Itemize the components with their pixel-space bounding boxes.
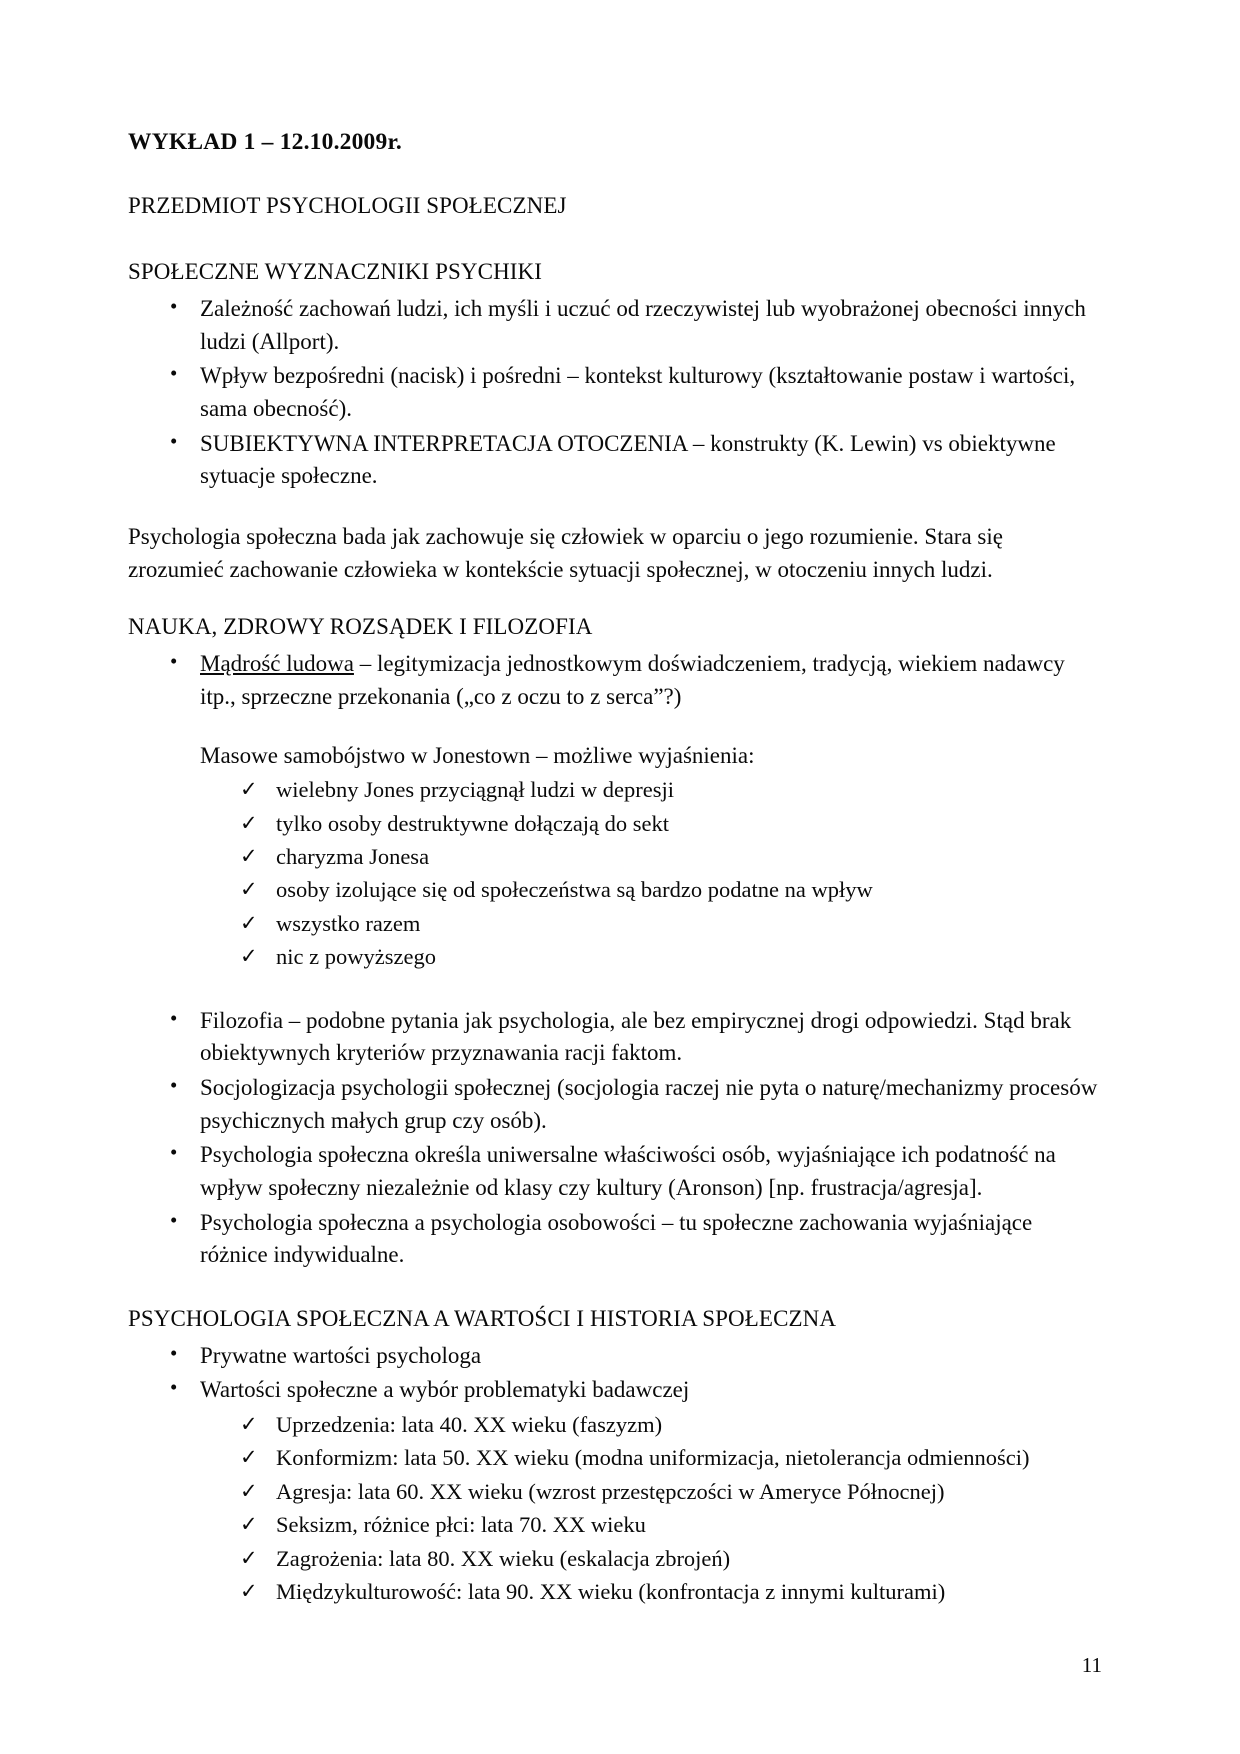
section-heading-nauka: NAUKA, ZDROWY ROZSĄDEK I FILOZOFIA xyxy=(128,614,593,640)
jonestown-intro: Masowe samobójstwo w Jonestown – możliwe wyjaśnienia: xyxy=(200,742,755,768)
bullet-list-wartosci xyxy=(128,1340,1102,1407)
list-item: ✓ osoby izolujące się od społeczeństwa są bardzo podatne na wpływ xyxy=(128,874,1102,906)
paragraph-psychologia: Psychologia społeczna bada jak zachowuje się człowiek w oparciu o jego rozumienie. Stara się zrozumieć zachowanie człowieka w kontekście sytuacji społecznej, w otoczeniu innych ludzi. xyxy=(128,524,1003,582)
page-number: 11 xyxy=(1081,1653,1102,1677)
list-item: • Prywatne wartości psychologa xyxy=(128,1340,1102,1373)
list-item: ✓ wielebny Jones przyciągnął ludzi w depresji xyxy=(128,774,1102,806)
list-item: ✓ Konformizm: lata 50. XX wieku (modna uniformizacja, nietolerancja odmienności) xyxy=(128,1442,1102,1474)
spacer xyxy=(128,227,1102,257)
list-item: • SUBIEKTYWNA INTERPRETACJA OTOCZENIA – konstrukty (K. Lewin) vs obiektywne sytuacje społeczne. xyxy=(128,428,1102,493)
madrosc-label: Mądrość ludowa xyxy=(200,651,354,677)
list-item: ✓ wszystko razem xyxy=(128,908,1102,940)
list-item: • Zależność zachowań ludzi, ich myśli i uczuć od rzeczywistej lub wyobrażonej obecności innych ludzi (Allport). xyxy=(128,293,1102,358)
list-item: • Wartości społeczne a wybór problematyki badawczej xyxy=(128,1374,1102,1407)
madrosc-rest: – legitymizacja jednostkowym doświadczeniem, tradycją, wiekiem nadawcy itp., sprzeczne przekonania („co z oczu to z serca”?) xyxy=(200,651,1065,709)
subject-line: PRZEDMIOT PSYCHOLOGII SPOŁECZNEJ xyxy=(128,193,567,219)
check-list-jonestown xyxy=(128,774,1102,973)
list-item: ✓ Międzykulturowość: lata 90. XX wieku (konfrontacja z innymi kulturami) xyxy=(128,1576,1102,1608)
spacer xyxy=(128,975,1102,1005)
section-heading-wartosci: PSYCHOLOGIA SPOŁECZNA A WARTOŚCI I HISTORIA SPOŁECZNA xyxy=(128,1305,837,1331)
list-item: ✓ Seksizm, różnice płci: lata 70. XX wieku xyxy=(128,1509,1102,1541)
list-item-madrosc xyxy=(128,648,1102,713)
bullet-list-madrosc xyxy=(128,648,1102,713)
check-list-decades xyxy=(128,1409,1102,1608)
list-item: ✓ Uprzedzenia: lata 40. XX wieku (faszyzm) xyxy=(128,1409,1102,1441)
list-item: • Psychologia społeczna określa uniwersalne właściwości osób, wyjaśniające ich podatność na wpływ społeczny niezależnie od klasy czy kultury (Aronson) [np. frustracja/agresja]. xyxy=(128,1139,1102,1204)
list-item: ✓ charyzma Jonesa xyxy=(128,841,1102,873)
list-item: • Socjologizacja psychologii społecznej (socjologia raczej nie pyta o naturę/mechanizmy procesów psychicznych małych grup czy osób). xyxy=(128,1072,1102,1137)
list-item: • Wpływ bezpośredni (nacisk) i pośredni – kontekst kulturowy (kształtowanie postaw i wartości, sama obecność). xyxy=(128,360,1102,425)
page-title: WYKŁAD 1 – 12.10.2009r. xyxy=(128,129,402,155)
spacer xyxy=(128,1274,1102,1304)
list-item: ✓ nic z powyższego xyxy=(128,941,1102,973)
bullet-list-nauka xyxy=(128,1005,1102,1272)
list-item: • Filozofia – podobne pytania jak psychologia, ale bez empirycznej drogi odpowiedzi. Stąd brak obiektywnych kryteriów przyznawania racji faktom. xyxy=(128,1005,1102,1070)
list-item: • Psychologia społeczna a psychologia osobowości – tu społeczne zachowania wyjaśniające różnice indywidualne. xyxy=(128,1207,1102,1272)
list-item: ✓ Zagrożenia: lata 80. XX wieku (eskalacja zbrojeń) xyxy=(128,1543,1102,1575)
list-item: ✓ tylko osoby destruktywne dołączają do sekt xyxy=(128,808,1102,840)
list-item: ✓ Agresja: lata 60. XX wieku (wzrost przestępczości w Ameryce Północnej) xyxy=(128,1476,1102,1508)
section-heading-psychiki: SPOŁECZNE WYZNACZNIKI PSYCHIKI xyxy=(128,259,543,285)
bullet-list-psychiki xyxy=(128,293,1102,493)
